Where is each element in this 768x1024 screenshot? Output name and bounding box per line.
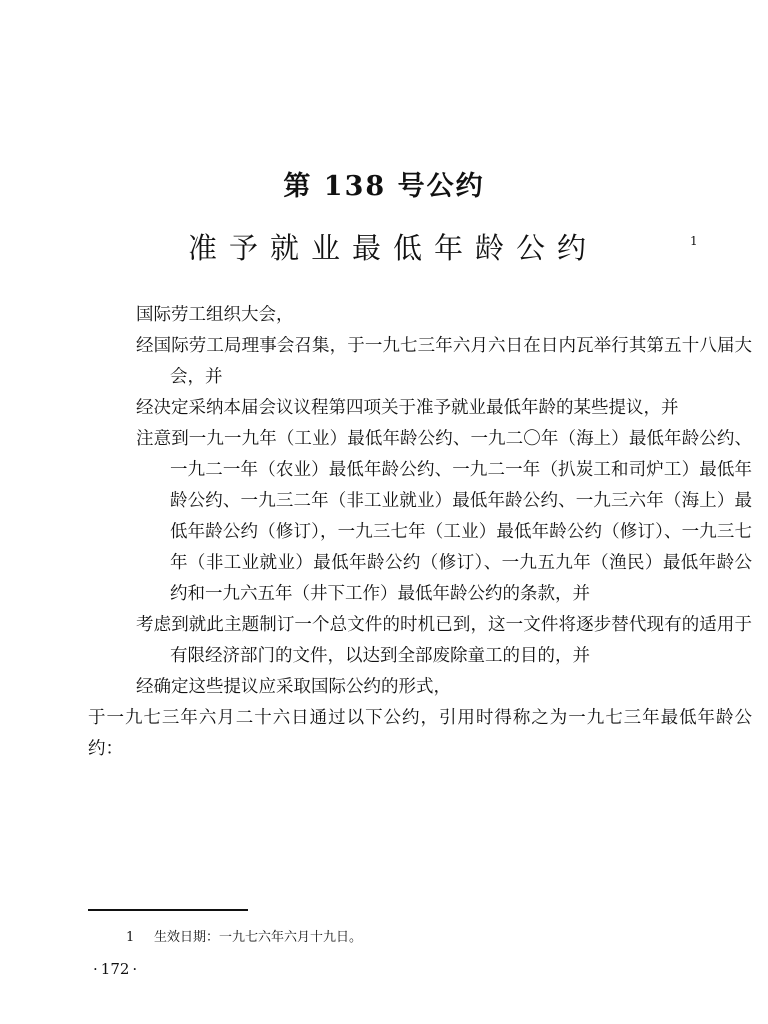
convention-title-text: 准予就业最低年龄公约 (188, 231, 599, 265)
preamble-paragraph-6: 经确定这些提议应采取国际公约的形式， (136, 677, 451, 697)
preamble-paragraph-3: 经决定采纳本届会议议程第四项关于准予就业最低年龄的某些提议，并 (136, 398, 679, 418)
page-number-right-dot: · (132, 960, 138, 978)
footnote-divider (88, 909, 248, 911)
footnote (126, 926, 362, 945)
convention-title (188, 226, 598, 267)
preamble (88, 300, 752, 765)
footnote-marker: 1 (690, 234, 698, 248)
page-number-left-dot: · (93, 960, 98, 978)
footnote-text: 生效日期：一九七六年六月十九日。 (154, 930, 363, 945)
page-number-value: 172 (100, 960, 130, 978)
page-number (90, 960, 140, 978)
convention-number: 第 138 号公约 (283, 171, 485, 202)
preamble-paragraph-1: 国际劳工组织大会， (136, 305, 294, 325)
preamble-paragraph-5: 考虑到就此主题制订一个总文件的时机已到，这一文件将逐步替代现有的适用于有限经济部门的文件，以达到全部废除童工的目的，并 (136, 615, 752, 666)
footnote-number: 1 (126, 930, 135, 945)
preamble-paragraph-2: 经国际劳工局理事会召集，于一九七三年六月六日在日内瓦举行其第五十八届大会，并 (136, 336, 752, 387)
preamble-paragraph-4: 注意到一九一九年（工业）最低年龄公约、一九二〇年（海上）最低年龄公约、一九二一年（农业）最低年龄公约、一九二一年（扒炭工和司炉工）最低年龄公约、一九三二年（非工业就业）最低年龄公约、一九三六年（海上）最低年龄公约（修订），一九三七年（工业）最低年龄公约（修订）、一九三七年（非工业就业）最低年龄公约（修订）、一九五九年（渔民）最低年龄公约和一九六五年（井下工作）最低年龄公约的条款，并 (136, 429, 752, 604)
adoption-paragraph: 于一九七三年六月二十六日通过以下公约，引用时得称之为一九七三年最低年龄公约： (88, 708, 752, 759)
